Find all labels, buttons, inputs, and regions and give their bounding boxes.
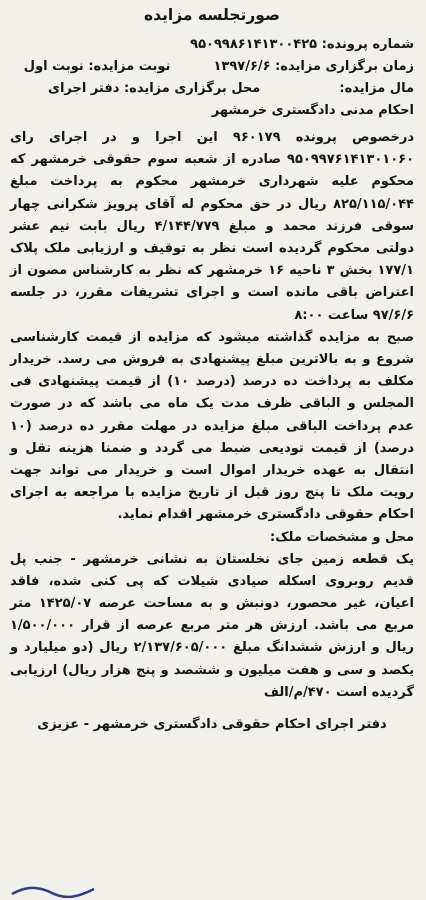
asset-venue-row bbox=[10, 78, 414, 100]
auction-round: نوبت مزایده: نوبت اول bbox=[23, 59, 171, 74]
case-number: شماره پرونده: ۹۵۰۹۹۸۶۱۴۱۳۰۰۴۲۵ bbox=[190, 37, 414, 52]
venue-continued: احکام مدنی دادگستری خرمشهر bbox=[211, 103, 414, 118]
notice-title: صورتجلسه مزایده bbox=[144, 6, 280, 24]
auction-date: زمان برگزاری مزایده: ۱۳۹۷/۶/۶ bbox=[213, 59, 414, 74]
paragraph-case-details: درخصوص پرونده ۹۶۰۱۷۹ این اجرا و در اجرای رای ۹۵۰۹۹۷۶۱۴۱۳۰۱۰۶۰ صادره از شعبه سوم حقوقی خرمشهر که محکوم علیه شهرداری خرمشهر محکوم به پرداخت مبلغ ۸۲۵/۱۱۵/۰۴۴ ریال در حق محکوم له آقای پرویز شکرانی چهار سوقی فرزند محمد و مبلغ ۴/۱۴۴/۷۷۹ ریال بابت نیم عشر دولتی محکوم گردیده است نظر به توقیف و ارزیابی ملک پلاک ۱۷۷/۱ بخش ۳ ناحیه ۱۶ خرمشهر که نظر به کارشناس مصون از اعتراض باقی مانده است و اجرای تشریفات مقرر، در جلسه ۹۷/۶/۶ ساعت ۸:۰۰ bbox=[10, 130, 415, 323]
specs-heading: محل و مشخصات ملک: bbox=[270, 529, 414, 545]
paragraph-auction-terms: صبح به مزایده گذاشته میشود که مزایده از قیمت کارشناسی شروع و به بالاترین مبلغ پیشنهادی به فروش می رسد. خریدار مکلف به پرداخت ده درصد (درصد ۱۰) از قیمت پیشنهادی فی المجلس و الباقی ظرف مدت یک ماه می باشد که در صورت عدم پرداخت الباقی مبلغ مزایده در مهلت مقرر ده درصد (۱۰ درصد) از قیمت تودیعی ضبط می گردد و ضمنا هزینه نقل و انتقال به عهده خریدار اموال است و خریدار می تواند جهت رویت ملک تا پنج روز قبل از تاریخ مزایده با مراجعه به اجرای احکام حقوقی دادگستری خرمشهر اقدام نماید. bbox=[10, 329, 414, 523]
paragraph-property-specs: یک قطعه زمین جای نخلستان به نشانی خرمشهر - جنب پل قدیم روبروی اسکله صیادی شیلات که پی کنی شده، فاقد اعیان، غیر محصور، دونبش و به مساحت عرصه ۱۴۲۵/۰۷ متر مربع می باشد. ارزش هر متر مربع عرصه از قرار ۱/۵۰۰/۰۰۰ ریال و ارزش ششدانگ مبلغ ۲/۱۳۷/۶۰۵/۰۰۰ ریال (دو میلیارد و یکصد و سی و هفت میلیون و ششصد و پنج هزار ریال) ارزیابی گردیده است ۴۷۰/م/الف bbox=[10, 551, 414, 700]
auction-date-row bbox=[10, 56, 414, 78]
decorative-scribble bbox=[8, 884, 98, 898]
asset-label: مال مزایده: bbox=[339, 81, 414, 96]
venue-label: محل برگزاری مزایده: دفتر اجرای bbox=[48, 81, 261, 96]
issuing-office: دفتر اجرای احکام حقوقی دادگستری خرمشهر - عزیزی bbox=[37, 717, 387, 733]
